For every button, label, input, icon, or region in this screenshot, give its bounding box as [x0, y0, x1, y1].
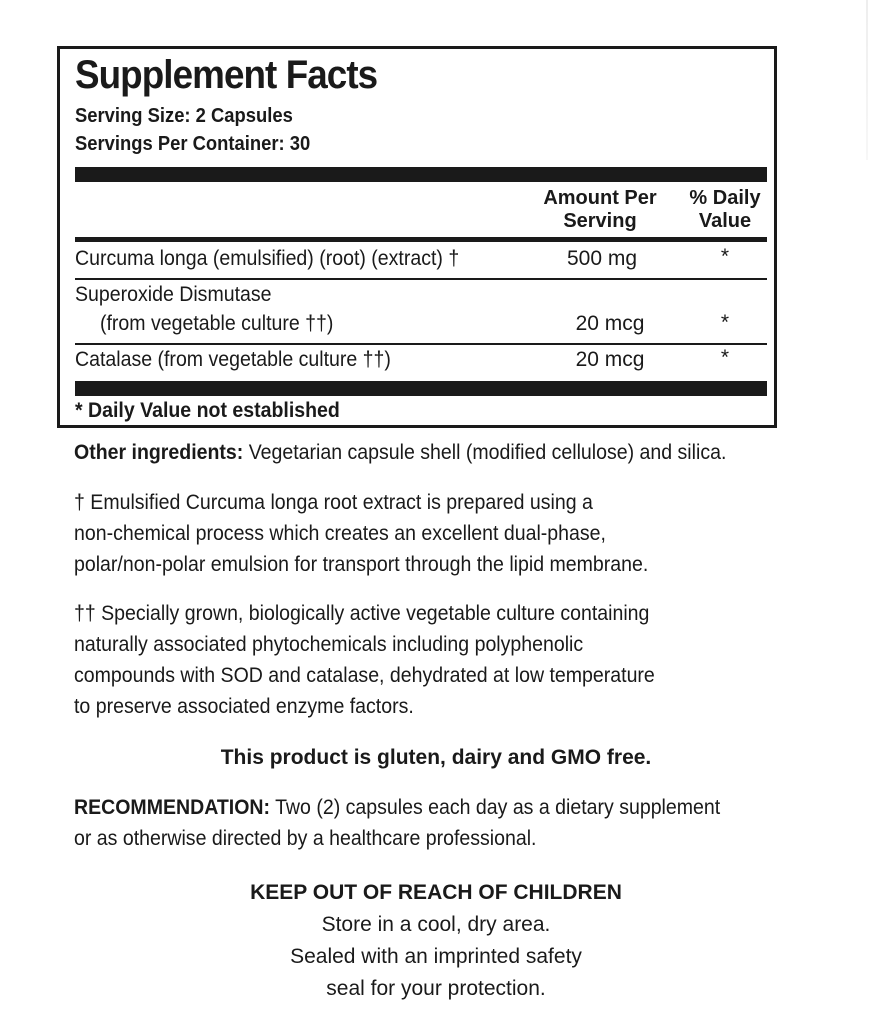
- recommendation-line2: or as otherwise directed by a healthcare professional.: [74, 827, 537, 850]
- amount-header-line1: Amount Per: [543, 187, 657, 209]
- facts-title: Supplement Facts: [75, 53, 378, 97]
- recommendation-text: Two (2) capsules each day as a dietary supplement: [270, 796, 721, 819]
- ingredient-name-sod-source: (from vegetable culture ††): [100, 312, 334, 335]
- recommendation-label: RECOMMENDATION:: [74, 796, 271, 819]
- thick-divider-top: [75, 167, 767, 182]
- warning-heading: KEEP OUT OF REACH OF CHILDREN: [250, 881, 622, 904]
- double-dagger-note: [74, 598, 655, 722]
- seal-line: seal for your protection.: [326, 977, 546, 1000]
- dagger-note-line: polar/non-polar emulsion for transport through the lipid membrane.: [74, 553, 649, 576]
- ingredient-name-sod: Superoxide Dismutase: [75, 283, 272, 306]
- daily-value-header: [675, 187, 775, 233]
- daily-header-line1: % Daily: [689, 187, 761, 209]
- header-divider: [75, 237, 767, 242]
- row-divider: [75, 278, 767, 280]
- ingredient-dv-curcuma: *: [720, 245, 730, 268]
- thick-divider-bottom: [75, 381, 767, 396]
- servings-per-container: Servings Per Container: 30: [75, 133, 311, 155]
- daily-header-line2: Value: [698, 210, 752, 232]
- amount-header-line2: Serving: [563, 210, 637, 232]
- ingredient-amount-sod: 20 mcg: [575, 312, 645, 335]
- ingredient-dv-sod: *: [720, 311, 730, 334]
- double-dagger-note-line: naturally associated phytochemicals including polyphenolic: [74, 633, 584, 656]
- recommendation-line1: [74, 792, 720, 823]
- dagger-note: [74, 487, 648, 580]
- ingredient-amount-curcuma: 500 mg: [566, 247, 638, 270]
- ingredient-dv-catalase: *: [720, 346, 730, 369]
- double-dagger-note-line: †† Specially grown, biologically active vegetable culture containing: [74, 602, 650, 625]
- row-divider: [75, 343, 767, 345]
- storage-line: Store in a cool, dry area.: [321, 913, 551, 936]
- page-edge-divider: [866, 0, 868, 160]
- allergen-free-statement: This product is gluten, dairy and GMO free.: [220, 746, 652, 769]
- recommendation: [74, 792, 720, 854]
- serving-size: Serving Size: 2 Capsules: [75, 105, 293, 127]
- double-dagger-note-line: to preserve associated enzyme factors.: [74, 695, 414, 718]
- double-dagger-note-line: compounds with SOD and catalase, dehydrated at low temperature: [74, 664, 655, 687]
- amount-per-serving-header: [530, 187, 670, 233]
- other-ingredients-label: Other ingredients:: [74, 441, 244, 464]
- ingredient-name-curcuma: Curcuma longa (emulsified) (root) (extract) †: [75, 247, 460, 270]
- dagger-note-line: † Emulsified Curcuma longa root extract is prepared using a: [74, 491, 593, 514]
- dagger-note-line: non-chemical process which creates an excellent dual-phase,: [74, 522, 606, 545]
- other-ingredients: [74, 437, 726, 468]
- ingredient-name-catalase: Catalase (from vegetable culture ††): [75, 348, 391, 371]
- other-ingredients-text: Vegetarian capsule shell (modified cellulose) and silica.: [243, 441, 727, 464]
- ingredient-amount-catalase: 20 mcg: [575, 348, 645, 371]
- daily-value-footnote: * Daily Value not established: [75, 399, 340, 422]
- seal-line: Sealed with an imprinted safety: [290, 945, 582, 968]
- supplement-facts-panel: [57, 46, 777, 428]
